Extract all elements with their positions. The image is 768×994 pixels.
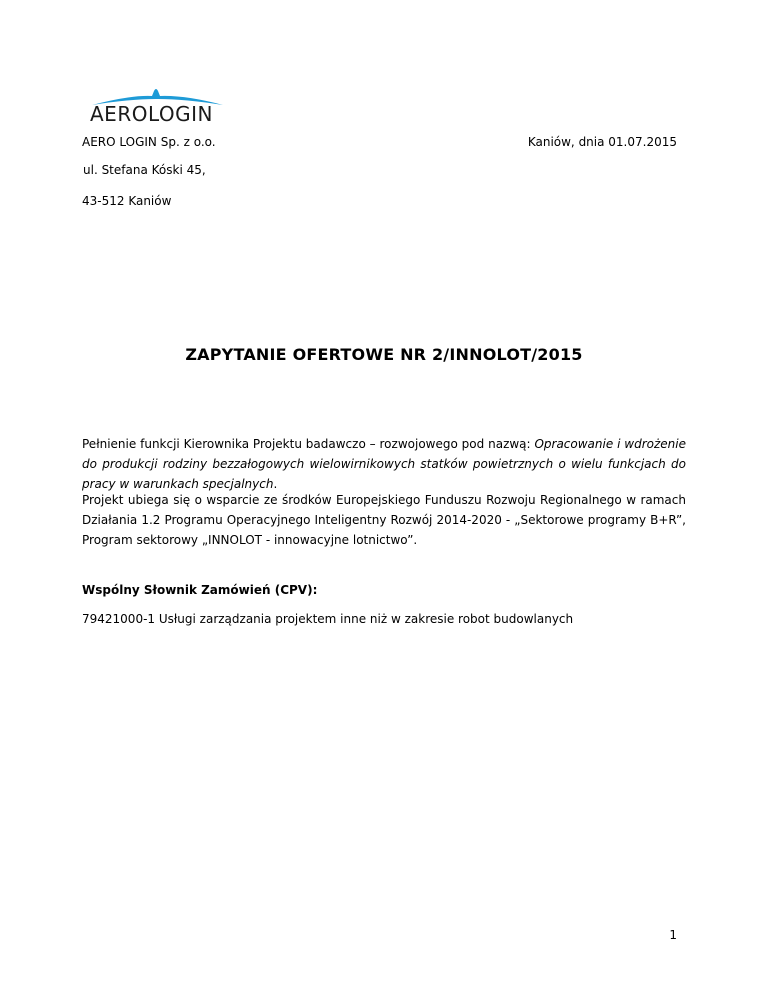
sender-city: 43-512 Kaniów [82, 194, 172, 208]
sender-company: AERO LOGIN Sp. z o.o. [82, 135, 216, 149]
project-end: . [273, 477, 278, 491]
company-logo [90, 85, 225, 127]
project-name: Opracowanie i wdrożenie do produkcji rodziny bezzałogowych wielowirnikowych statków powietrznych o wielu funkcjach do pracy w warunkach specjalnych [82, 437, 686, 491]
logo-text: AEROLOGIN [90, 102, 213, 126]
page-number: 1 [669, 928, 677, 942]
date-line: Kaniów, dnia 01.07.2015 [527, 135, 677, 149]
document-title: ZAPYTANIE OFERTOWE NR 2/INNOLOT/2015 [185, 345, 583, 364]
project-description [82, 434, 686, 494]
funding-paragraph: Projekt ubiega się o wsparcie ze środków Europejskiego Funduszu Rozwoju Regionalnego w ramach Działania 1.2 Programu Operacyjnego Inteligentny Rozwój 2014-2020 - „Sektorowe programy B+R”, Program sektorowy „INNOLOT - innowacyjne lotnictwo”. [82, 493, 686, 547]
cpv-heading: Wspólny Słownik Zamówień (CPV): [82, 583, 318, 597]
sender-street: ul. Stefana Kóski 45, [83, 163, 206, 177]
cpv-entry: 79421000-1 Usługi zarządzania projektem inne niż w zakresie robot budowlanych [82, 612, 574, 626]
project-lead: Pełnienie funkcji Kierownika Projektu badawczo – rozwojowego pod nazwą: [82, 437, 535, 451]
